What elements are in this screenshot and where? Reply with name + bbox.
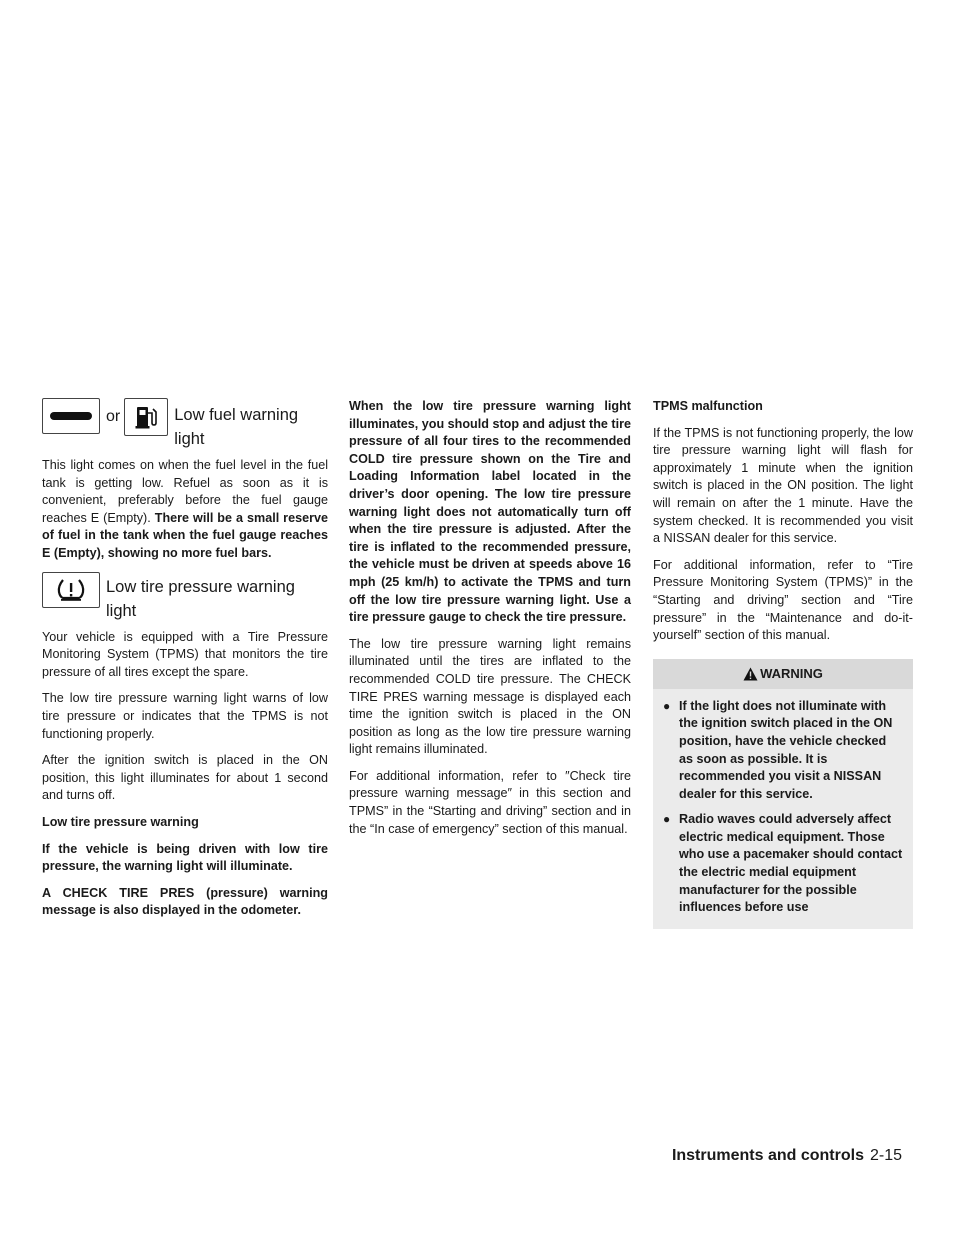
bold-paragraph: When the low tire pressure warning light illuminates, you should stop and adjust the tire pressure of all four tires to the recommended COLD tire pressure shown on the Tire and Loading Information label located in the driver’s door opening. The low tire pressure warning light does not automatically turn off when the tire pressure is adjusted. After the tire is inflated to the recommended pressure, the vehicle must be driven at speeds above 16 mph (25 km/h) to activate the TPMS and turn off the low tire pressure warning light. Use a tire pressure gauge to check the tire pressure. xyxy=(349,399,631,625)
paragraph: After the ignition switch is placed in the ON position, this light illuminates for about 1 second and turns off. xyxy=(42,753,328,803)
warning-body xyxy=(653,689,913,929)
bold-paragraph: A CHECK TIRE PRES (pressure) warning message is also displayed in the odometer. xyxy=(42,885,328,918)
section-name: Instruments and controls xyxy=(671,1147,864,1164)
paragraph: If the TPMS is not functioning properly, the low tire pressure warning light will flash for approximately 1 minute when the ignition switch is placed in the ON position. The light will remain on after the 1 minute. Have the system checked. It is recommended you visit a NISSAN dealer for this service. xyxy=(653,425,913,546)
fuel-warning-heading xyxy=(42,398,328,451)
bullet: ● xyxy=(663,698,671,713)
subheading: TPMS malfunction xyxy=(653,399,763,413)
fuel-pump-icon xyxy=(124,398,168,436)
bullet: ● xyxy=(663,812,671,827)
tire-warning-title: Low tire pressure warning light xyxy=(106,577,295,620)
bold-paragraph: If the vehicle is being driven with low tire pressure, the warning light will illuminate. xyxy=(42,841,328,874)
fuel-paragraph: This light comes on when the fuel level in the fuel tank is getting low. Refuel as soon as it is convenient, preferably before the fuel gauge reaches E (Empty). There will be a small reserve of fuel in the tank when the fuel gauge reaches E (Empty), showing no more fuel bars. xyxy=(42,458,329,560)
paragraph: The low tire pressure warning light remains illuminated until the tires are inflated to the recommended COLD tire pressure. The CHECK TIRE PRES warning message is displayed each time the ignition switch is placed in the ON position as long as the low tire pressure warning light remains illuminated. xyxy=(349,636,631,757)
fuel-bar-icon xyxy=(42,398,100,434)
page-footer xyxy=(672,1147,902,1165)
paragraph: Your vehicle is equipped with a Tire Pressure Monitoring System (TPMS) that monitors the tire pressure of all tires except the spare. xyxy=(42,629,328,679)
or-text: or xyxy=(106,408,121,425)
warning-header xyxy=(653,659,913,689)
paragraph: The low tire pressure warning light warns of low tire pressure or indicates that the TPMS is not functioning properly. xyxy=(42,691,328,741)
warning-triangle-icon xyxy=(743,667,758,681)
column-1 xyxy=(42,398,328,929)
fuel-warning-title: Low fuel warning light xyxy=(174,406,299,448)
warning-item xyxy=(663,811,903,917)
paragraph: For additional information, refer to ″Check tire pressure warning message″ in this section and TPMS” in the “Starting and driving” section and in the “In case of emergency” section of this manual. xyxy=(349,768,631,836)
tire-warning-heading xyxy=(42,572,328,623)
paragraph: For additional information, refer to “Tire Pressure Monitoring System (TPMS)” in the “Starting and driving” section and “Tire pressure” in the “Maintenance and do-it-yourself” section of this manual. xyxy=(653,557,913,643)
warning-label: WARNING xyxy=(760,666,823,682)
subheading: Low tire pressure warning xyxy=(42,814,199,829)
tire-pressure-icon xyxy=(42,572,100,608)
warning-text: If the light does not illuminate with the ignition switch placed in the ON position, have the vehicle checked as soon as possible. It is recommended you visit a NISSAN dealer for this service. xyxy=(679,698,893,801)
warning-text: Radio waves could adversely affect electric medical equipment. Those who use a pacemaker should contact the electric medial equipment manufacturer for the possible influences before use xyxy=(679,812,903,915)
column-2 xyxy=(349,398,631,847)
column-3 xyxy=(653,398,913,929)
warning-item xyxy=(663,698,903,804)
page-number: 2-15 xyxy=(869,1147,902,1164)
